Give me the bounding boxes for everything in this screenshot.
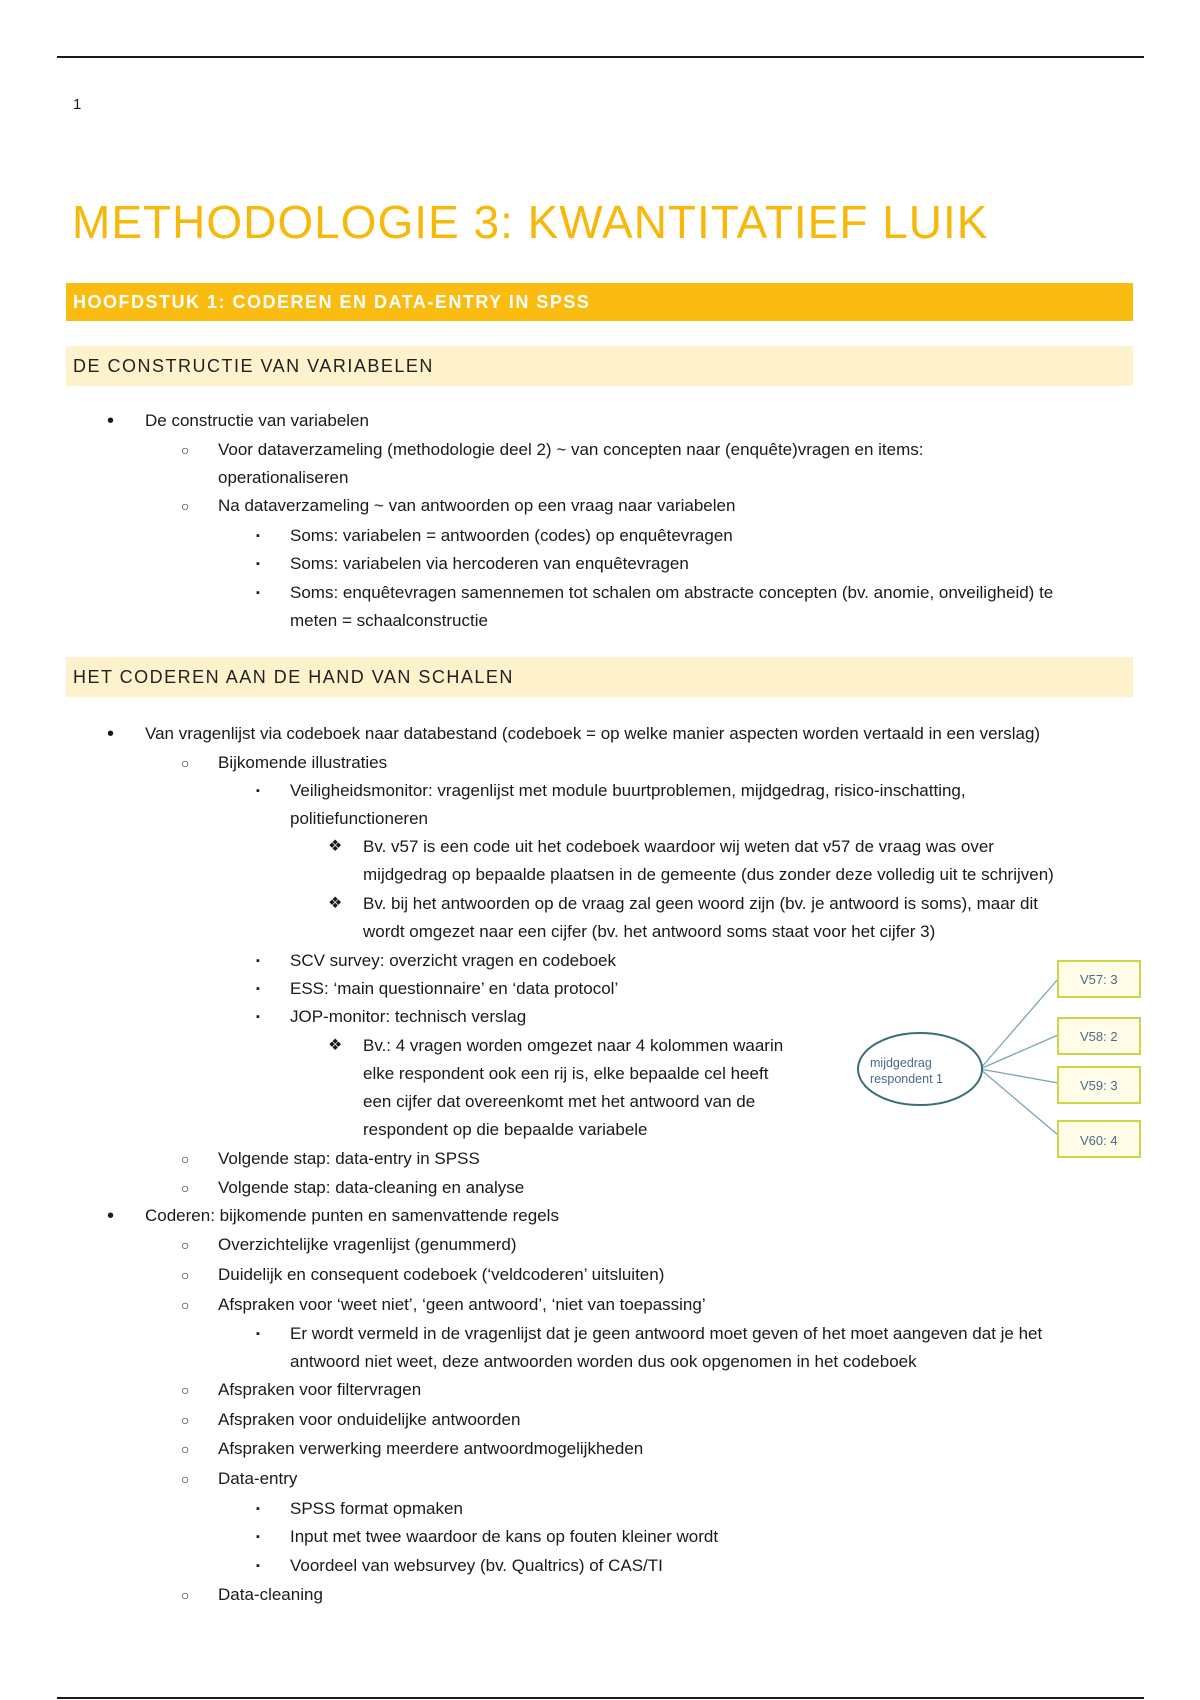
text-line: elke respondent ook een rij is, elke bepaalde cel heeft bbox=[363, 1064, 769, 1083]
bullet-circle: ○ bbox=[181, 442, 190, 458]
text-line: SPSS format opmaken bbox=[290, 1499, 463, 1518]
bullet-circle: ○ bbox=[181, 1297, 190, 1313]
bullet-square: ▪ bbox=[256, 1531, 260, 1543]
text-line: ESS: ‘main questionnaire’ en ‘data protocol’ bbox=[290, 979, 619, 998]
text-line: Bv. v57 is een code uit het codeboek waardoor wij weten dat v57 de vraag was over bbox=[363, 837, 994, 856]
variable-box-label: V57: 3 bbox=[1080, 972, 1118, 987]
text-line: SCV survey: overzicht vragen en codeboek bbox=[290, 951, 617, 970]
bullet-circle: ○ bbox=[181, 1180, 190, 1196]
text-line: Afspraken voor filtervragen bbox=[218, 1380, 422, 1399]
document-title: METHODOLOGIE 3: KWANTITATIEF LUIK bbox=[72, 196, 989, 248]
text-line: Veiligheidsmonitor: vragenlijst met module buurtproblemen, mijdgedrag, risico-inschatting, bbox=[290, 781, 966, 800]
text-line: Coderen: bijkomende punten en samenvattende regels bbox=[145, 1206, 559, 1225]
bullet-square: ▪ bbox=[256, 785, 260, 797]
bullet-diamond: ❖ bbox=[328, 838, 343, 855]
respondent-coding-diagram bbox=[840, 945, 1145, 1160]
bullet-diamond: ❖ bbox=[328, 895, 343, 912]
text-line: respondent op die bepaalde variabele bbox=[363, 1120, 648, 1139]
variable-box-label: V60: 4 bbox=[1080, 1133, 1118, 1148]
text-line: Data-entry bbox=[218, 1469, 298, 1488]
section-heading-coderen: HET CODEREN AAN DE HAND VAN SCHALEN bbox=[66, 657, 1133, 697]
bullet-dot: • bbox=[107, 410, 115, 432]
bullet-square: ▪ bbox=[256, 1560, 260, 1572]
bullet-square: ▪ bbox=[256, 1503, 260, 1515]
text-line: Volgende stap: data-entry in SPSS bbox=[218, 1149, 480, 1168]
text-line: Input met twee waardoor de kans op fouten kleiner wordt bbox=[290, 1527, 719, 1546]
text-line: Voor dataverzameling (methodologie deel 2) ~ van concepten naar (enquête)vragen en items: bbox=[218, 440, 924, 459]
ellipse-label-line1: mijdgedrag bbox=[870, 1056, 932, 1070]
text-line: Soms: enquêtevragen samennemen tot schalen om abstracte concepten (bv. anomie, onveiligheid) te bbox=[290, 583, 1054, 602]
bullet-square: ▪ bbox=[256, 955, 260, 967]
connector-lines bbox=[980, 979, 1058, 1135]
text-line: wordt omgezet naar een cijfer (bv. het antwoord soms staat voor het cijfer 3) bbox=[363, 922, 936, 941]
ellipse-label-line2: respondent 1 bbox=[870, 1072, 943, 1086]
bullet-square: ▪ bbox=[256, 1011, 260, 1023]
text-line: JOP-monitor: technisch verslag bbox=[290, 1007, 527, 1026]
bullet-square: ▪ bbox=[256, 558, 260, 570]
text-line: mijdgedrag op bepaalde plaatsen in de gemeente (dus zonder deze volledig uit te schrijven) bbox=[363, 865, 1054, 884]
bullet-circle: ○ bbox=[181, 1441, 190, 1457]
bullet-circle: ○ bbox=[181, 1151, 190, 1167]
connector-line bbox=[980, 1069, 1058, 1083]
bullet-circle: ○ bbox=[181, 755, 190, 771]
top-rule bbox=[57, 56, 1144, 58]
bullet-circle: ○ bbox=[181, 1382, 190, 1398]
text-line: Afspraken voor ‘weet niet’, ‘geen antwoord’, ‘niet van toepassing’ bbox=[218, 1295, 706, 1314]
bullet-dot: • bbox=[107, 723, 115, 745]
text-line: Data-cleaning bbox=[218, 1585, 323, 1604]
text-line: Overzichtelijke vragenlijst (genummerd) bbox=[218, 1235, 517, 1254]
text-line: antwoord niet weet, deze antwoorden worden dus ook opgenomen in het codeboek bbox=[290, 1352, 917, 1371]
text-line: Bv.: 4 vragen worden omgezet naar 4 kolommen waarin bbox=[363, 1036, 784, 1055]
bullet-circle: ○ bbox=[181, 1587, 190, 1603]
variable-box-label: V58: 2 bbox=[1080, 1029, 1118, 1044]
chapter-heading: HOOFDSTUK 1: CODEREN EN DATA-ENTRY IN SPSS bbox=[66, 283, 1133, 321]
connector-line bbox=[980, 1069, 1058, 1135]
text-line: Van vragenlijst via codeboek naar databestand (codeboek = op welke manier aspecten worden vertaald in een verslag) bbox=[145, 724, 1041, 743]
variable-box-label: V59: 3 bbox=[1080, 1078, 1118, 1093]
text-line: Bijkomende illustraties bbox=[218, 753, 388, 772]
text-line: Afspraken voor onduidelijke antwoorden bbox=[218, 1410, 521, 1429]
text-line: Bv. bij het antwoorden op de vraag zal geen woord zijn (bv. je antwoord is soms), maar dit bbox=[363, 894, 1038, 913]
bullet-circle: ○ bbox=[181, 1267, 190, 1283]
text-line: politiefunctioneren bbox=[290, 809, 428, 828]
text-line: Soms: variabelen via hercoderen van enquêtevragen bbox=[290, 554, 689, 573]
text-line: operationaliseren bbox=[218, 468, 349, 487]
text-line: Er wordt vermeld in de vragenlijst dat je geen antwoord moet geven of het moet aangeven dat je het bbox=[290, 1324, 1043, 1343]
bottom-rule bbox=[57, 1697, 1144, 1699]
bullet-square: ▪ bbox=[256, 983, 260, 995]
text-line: Voordeel van websurvey (bv. Qualtrics) of CAS/TI bbox=[290, 1556, 663, 1575]
connector-line bbox=[980, 1035, 1058, 1069]
section-heading-constructie: DE CONSTRUCTIE VAN VARIABELEN bbox=[66, 346, 1133, 386]
text-line: een cijfer dat overeenkomt met het antwoord van de bbox=[363, 1092, 756, 1111]
bullet-square: ▪ bbox=[256, 530, 260, 542]
text-line: meten = schaalconstructie bbox=[290, 611, 488, 630]
page-number: 1 bbox=[73, 96, 82, 113]
text-line: Na dataverzameling ~ van antwoorden op een vraag naar variabelen bbox=[218, 496, 736, 515]
text-line: Duidelijk en consequent codeboek (‘veldcoderen’ uitsluiten) bbox=[218, 1265, 665, 1284]
bullet-circle: ○ bbox=[181, 1412, 190, 1428]
bullet-square: ▪ bbox=[256, 587, 260, 599]
text-line: Volgende stap: data-cleaning en analyse bbox=[218, 1178, 525, 1197]
text-line: De constructie van variabelen bbox=[145, 411, 369, 430]
bullet-circle: ○ bbox=[181, 1471, 190, 1487]
connector-line bbox=[980, 979, 1058, 1069]
bullet-dot: • bbox=[107, 1205, 115, 1227]
bullet-circle: ○ bbox=[181, 1237, 190, 1253]
bullet-circle: ○ bbox=[181, 498, 190, 514]
text-line: Afspraken verwerking meerdere antwoordmogelijkheden bbox=[218, 1439, 644, 1458]
text-line: Soms: variabelen = antwoorden (codes) op enquêtevragen bbox=[290, 526, 733, 545]
bullet-square: ▪ bbox=[256, 1328, 260, 1340]
bullet-diamond: ❖ bbox=[328, 1037, 343, 1054]
